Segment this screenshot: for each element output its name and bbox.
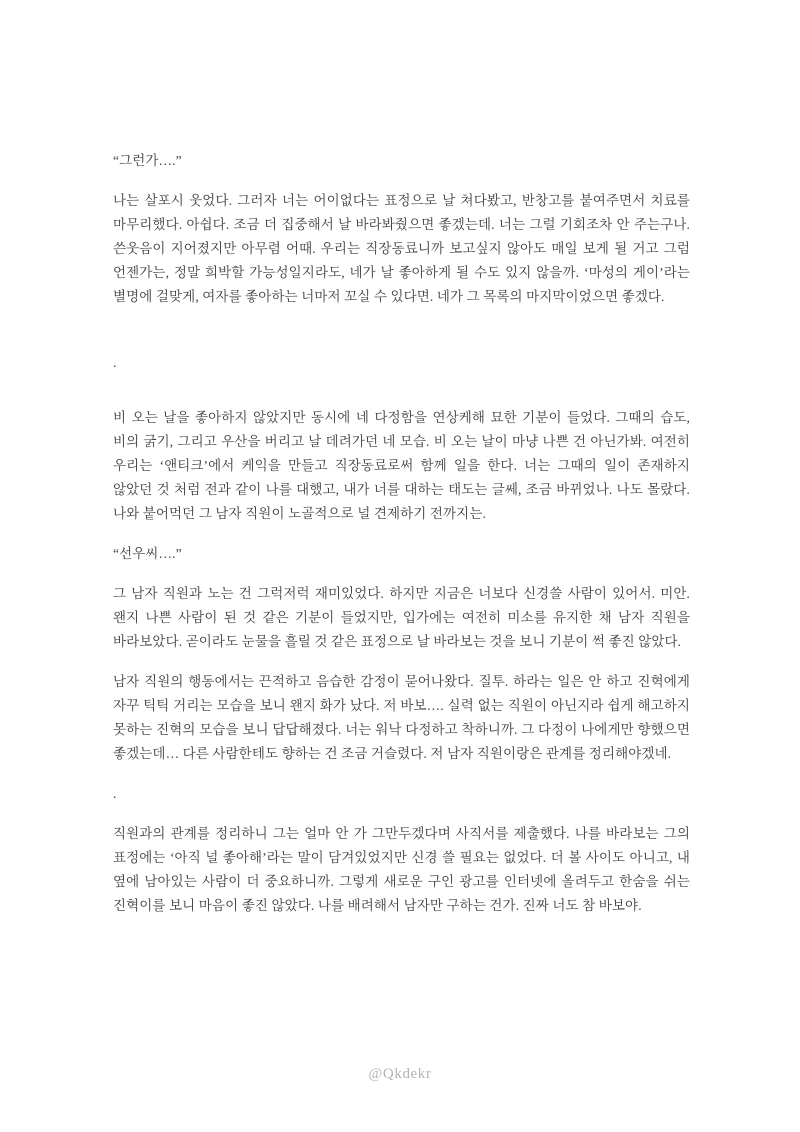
dialogue-line: “그런가….” (113, 153, 182, 168)
author-watermark: @Qkdekr (368, 1066, 432, 1082)
story-paragraph: 그 남자 직원과 노는 건 그럭저럭 재미있었다. 하지만 지금은 너보다 신경쓸 사람이 있어서. 미안. 왠지 나쁜 사람이 된 것 같은 기분이 들었지만, 입가에는 여전히 미소를 유지한 채 남자 직원을 바라보았다. 곧이라도 눈물을 흘릴 것 같은 표정으로 날 바라보는 것을 보니 기분이 썩 좋진 않았다. (113, 586, 690, 649)
story-text-body (113, 149, 690, 934)
dot-separator: . (113, 786, 117, 801)
story-paragraph: 비 오는 날을 좋아하지 않았지만 동시에 네 다정함을 연상케해 묘한 기분이 들었다. 그때의 습도, 비의 굵기, 그리고 우산을 버리고 날 데려가던 네 모습. 비 오는 날이 마냥 나쁜 건 아닌가봐. 여전히 우리는 ‘앤티크’에서 케익을 만들고 직장동료로써 함께 일을 한다. 너는 그때의 일이 존재하지 않았던 것 처럼 전과 같이 나를 대했고, 내가 너를 대하는 태도는 글쎄, 조금 바뀌었나. 나도 몰랐다. 나와 붙어먹던 그 남자 직원이 노골적으로 널 견제하기 전까지는. (113, 410, 690, 521)
dot-separator: . (113, 355, 117, 370)
story-paragraph: 나는 살포시 웃었다. 그러자 너는 어이없다는 표정으로 날 쳐다봤고, 반창고를 붙여주면서 치료를 마무리했다. 아쉽다. 조금 더 집중해서 날 바라봐줬으면 좋겠는데. 너는 그럴 기회조차 안 주는구나. 쓴웃음이 지어졌지만 아무렴 어때. 우리는 직장동료니까 보고싶지 않아도 매일 보게 될 거고 그럼 언젠가는, 정말 희박할 가능성일지라도, 네가 날 좋아하게 될 수도 있지 않을까. ‘마성의 게이’라는 별명에 걸맞게, 여자를 좋아하는 너마저 꼬실 수 있다면. 네가 그 목록의 마지막이었으면 좋겠다. (113, 193, 690, 304)
story-paragraph: 직원과의 관계를 정리하니 그는 얼마 안 가 그만두겠다며 사직서를 제출했다. 나를 바라보는 그의 표정에는 ‘아직 널 좋아해’라는 말이 담겨있었지만 신경 쓸 필요는 없었다. 더 볼 사이도 아니고, 내 옆에 남아있는 사람이 더 중요하니까. 그렇게 새로운 구인 광고를 인터넷에 올려두고 한숨을 쉬는 진혁이를 보니 마음이 좋진 않았다. 나를 배려해서 남자만 구하는 건가. 진짜 너도 참 바보야. (113, 826, 690, 913)
dialogue-line: “선우씨….” (113, 546, 182, 561)
story-paragraph: 남자 직원의 행동에서는 끈적하고 음습한 감정이 묻어나왔다. 질투. 하라는 일은 안 하고 진혁에게 자꾸 틱틱 거리는 모습을 보니 왠지 화가 났다. 저 바보…. 실력 없는 직원이 아닌지라 쉽게 해고하지 못하는 진혁의 모습을 보니 답답해졌다. 너는 워낙 다정하고 착하니까. 그 다정이 나에게만 향했으면 좋겠는데… 다른 사람한테도 향하는 건 조금 거슬렸다. 저 남자 직원이랑은 관계를 정리해야겠네. (113, 674, 690, 761)
